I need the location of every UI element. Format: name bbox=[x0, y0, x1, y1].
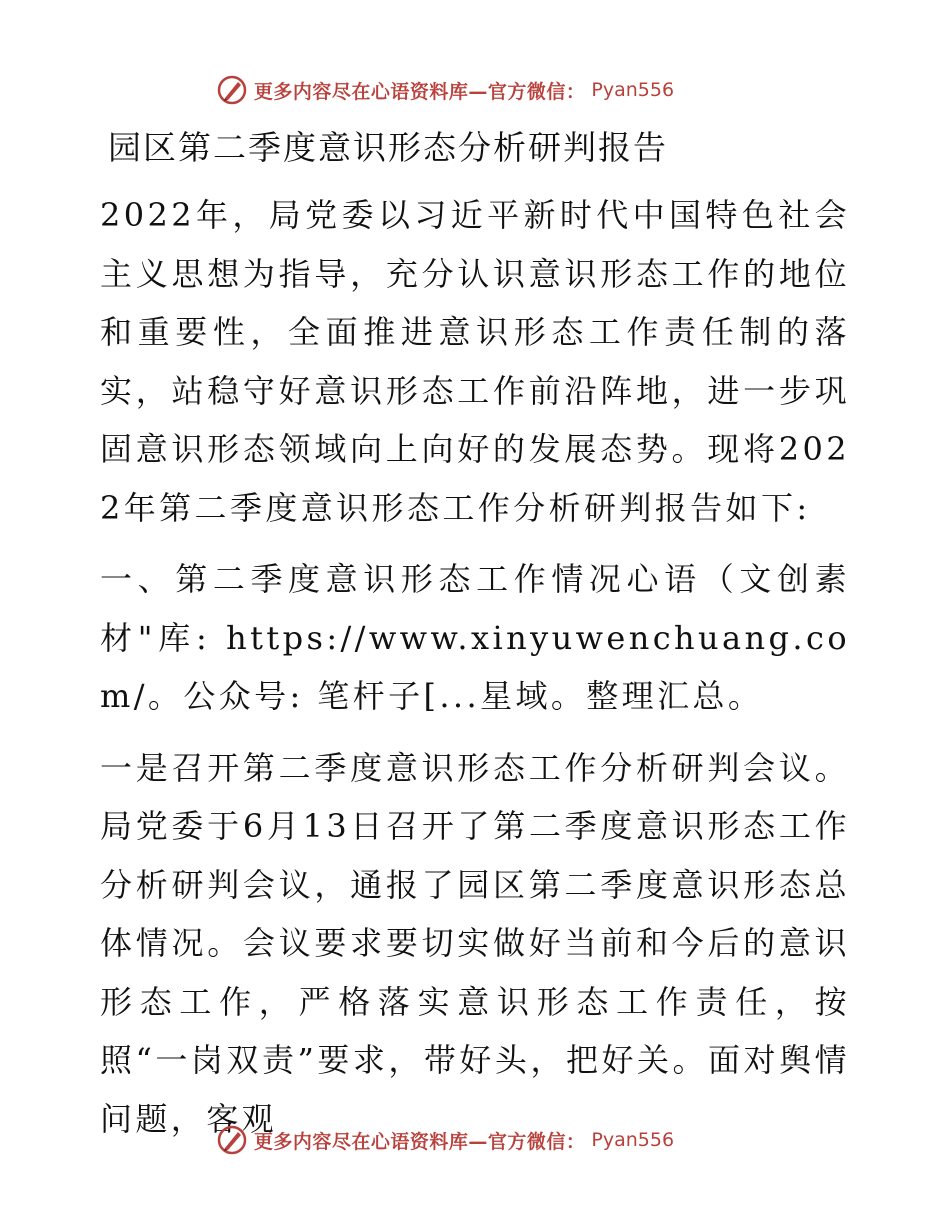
header-banner-wechat-id: Pyan556 bbox=[591, 79, 675, 101]
header-banner-text: 更多内容尽在心语资料库—官方微信： bbox=[253, 80, 586, 103]
paragraph-intro: 2022年，局党委以习近平新时代中国特色社会主义思想为指导，充分认识意识形态工作的地位和重要性，全面推进意识形态工作责任制的落实，站稳守好意识形态工作前沿阵地，进一步巩固意识形态领域向上向好的发展态势。现将2022年第二季度意识形态工作分析研判报告如下: bbox=[100, 196, 850, 527]
header-banner-inner bbox=[216, 74, 674, 106]
footer-banner-inner bbox=[216, 1124, 674, 1156]
footer-banner bbox=[0, 1120, 950, 1160]
footer-banner-wechat-id: Pyan556 bbox=[591, 1129, 675, 1151]
paragraph-section-heading: 一、第二季度意识形态工作情况心语（文创素材"库: https://www.xinyuwenchuang.com/。公众号: 笔杆子[...星域。整理汇总。 bbox=[100, 560, 850, 715]
pen-circle-logo-icon bbox=[216, 74, 248, 106]
header-banner bbox=[0, 70, 950, 110]
document-title: 园区第二季度意识形态分析研判报告 bbox=[108, 128, 668, 167]
pen-circle-logo-icon bbox=[216, 1124, 248, 1156]
paragraph-meeting: 一是召开第二季度意识形态工作分析研判会议。局党委于6月13日召开了第二季度意识形态工作分析研判会议，通报了园区第二季度意识形态总体情况。会议要求要切实做好当前和今后的意识形态工作，严格落实意识形态工作责任，按照“一岗双责”要求，带好头，把好关。面对舆情问题，客观 bbox=[100, 748, 850, 1138]
document-body bbox=[100, 124, 850, 1161]
footer-banner-text: 更多内容尽在心语资料库—官方微信： bbox=[253, 1130, 586, 1153]
